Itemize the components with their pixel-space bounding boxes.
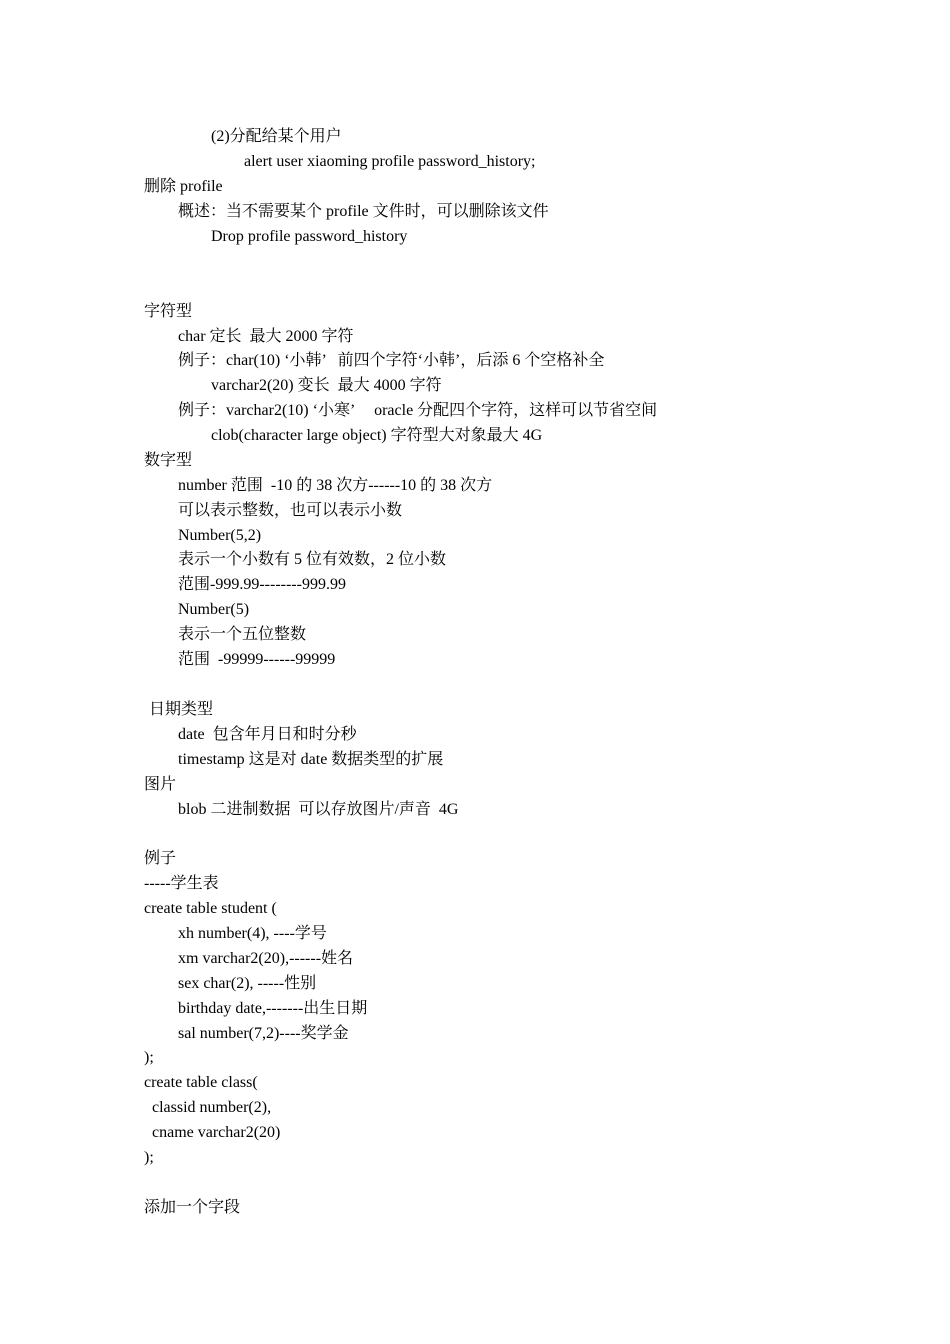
code-line: create table student ( — [144, 900, 277, 917]
code-line: classid number(2), — [152, 1099, 272, 1116]
code-line: xh number(4), ----学号 — [178, 925, 327, 942]
section-heading: 日期类型 — [149, 701, 214, 718]
code-line: birthday date,-------出生日期 — [178, 1000, 368, 1017]
text-line: 概述：当不需要某个 profile 文件时，可以删除该文件 — [178, 203, 549, 220]
code-line: create table class( — [144, 1074, 258, 1091]
code-line: alert user xiaoming profile password_history; — [244, 153, 536, 170]
code-line: cname varchar2(20) — [152, 1124, 281, 1141]
text-line: date 包含年月日和时分秒 — [178, 726, 357, 743]
code-line: ); — [144, 1149, 154, 1166]
text-line: clob(character large object) 字符型大对象最大 4G — [211, 427, 543, 444]
code-line: ); — [144, 1049, 154, 1066]
text-line: 表示一个小数有 5 位有效数，2 位小数 — [178, 551, 447, 568]
text-line: timestamp 这是对 date 数据类型的扩展 — [178, 751, 444, 768]
section-heading: 添加一个字段 — [144, 1199, 241, 1216]
text-line: char 定长 最大 2000 字符 — [178, 328, 354, 345]
text-line: 可以表示整数，也可以表示小数 — [178, 502, 403, 519]
text-line: (2)分配给某个用户 — [211, 128, 342, 145]
text-line: 例子：char(10) ‘小韩’ 前四个字符‘小韩’，后添 6 个空格补全 — [178, 352, 605, 369]
text-line: 表示一个五位整数 — [178, 626, 307, 643]
text-line: 范围-999.99--------999.99 — [178, 576, 346, 593]
code-line: Drop profile password_history — [211, 228, 408, 245]
text-line: varchar2(20) 变长 最大 4000 字符 — [211, 377, 442, 394]
section-heading: 数字型 — [144, 452, 193, 469]
code-line: xm varchar2(20),------姓名 — [178, 950, 354, 967]
text-line: blob 二进制数据 可以存放图片/声音 4G — [178, 801, 459, 818]
section-heading: 图片 — [144, 776, 177, 793]
section-heading: 字符型 — [144, 303, 193, 320]
text-line: Number(5) — [178, 601, 250, 618]
text-line: number 范围 -10 的 38 次方------10 的 38 次方 — [178, 477, 493, 494]
code-line: sex char(2), -----性别 — [178, 975, 317, 992]
section-heading: 删除 profile — [144, 178, 223, 195]
text-line: 例子：varchar2(10) ‘小寒’ oracle 分配四个字符，这样可以节省空间 — [178, 402, 658, 419]
code-line: sal number(7,2)----奖学金 — [178, 1025, 349, 1042]
section-heading: 例子 — [144, 850, 177, 867]
code-comment: -----学生表 — [144, 875, 219, 892]
text-line: 范围 -99999------99999 — [178, 651, 336, 668]
text-line: Number(5,2) — [178, 527, 262, 544]
